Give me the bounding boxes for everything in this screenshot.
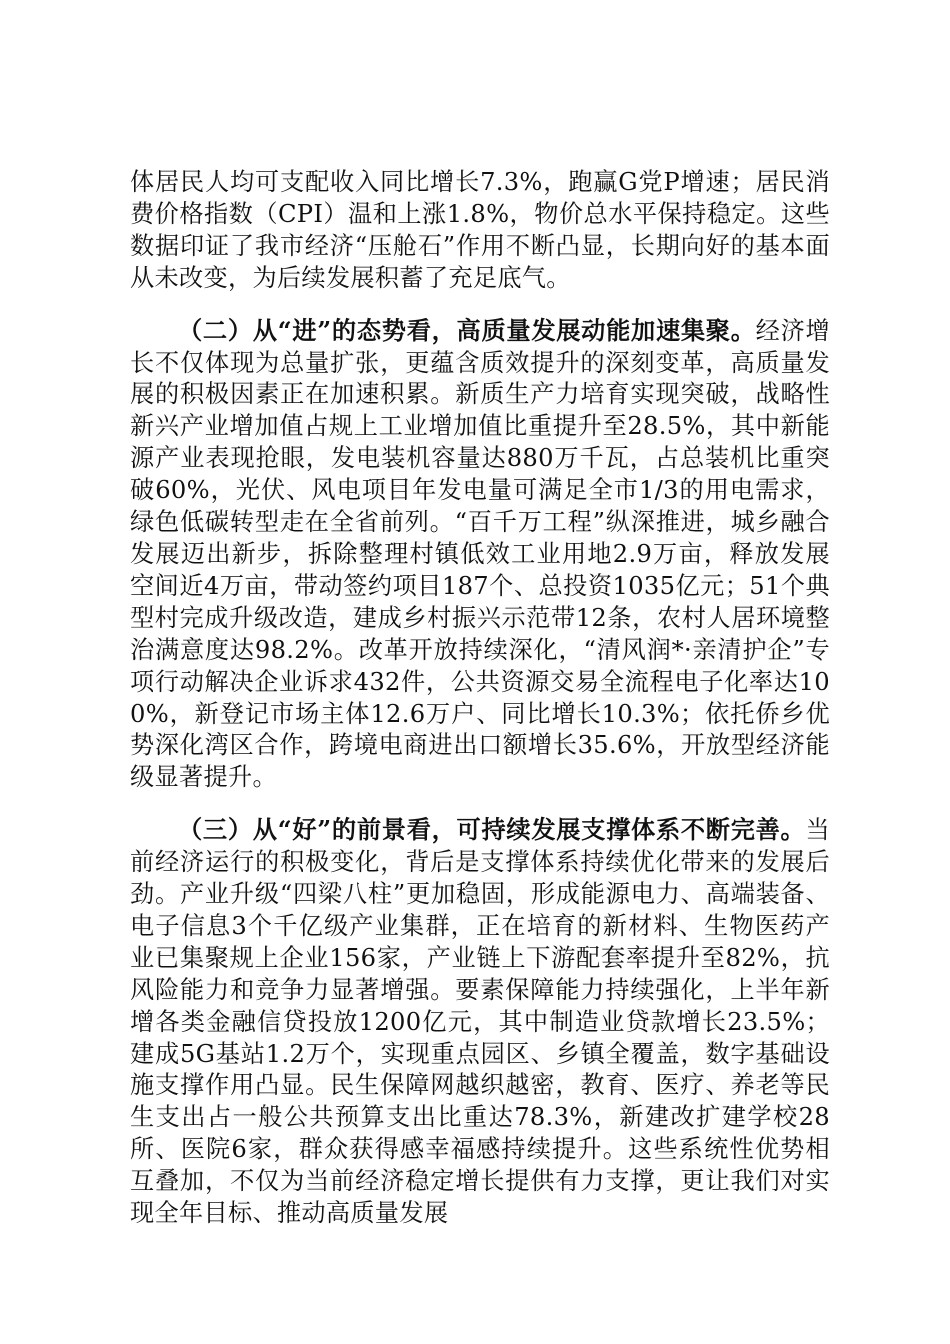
section-heading-momentum: （二）从“进”的态势看，高质量发展动能加速集聚。 — [178, 315, 756, 345]
document-page — [130, 167, 830, 1230]
paragraph-income-prices — [130, 167, 830, 295]
paragraph-body: 经济增长不仅体现为总量扩张，更蕴含质效提升的深刻变革，高质量发展的积极因素正在加速积累。新质生产力培育实现突破，战略性新兴产业增加值占规上工业增加值比重提升至28.5%，其中新能源产业表现抢眼，发电装机容量达880万千瓦，占总装机比重突破60%，光伏、风电项目年发电量可满足全市1/3的用电需求，绿色低碳转型走在全省前列。“百千万工程”纵深推进，城乡融合发展迈出新步，拆除整理村镇低效工业用地2.9万亩，释放发展空间近4万亩，带动签约项目187个、总投资1035亿元；51个典型村完成升级改造，建成乡村振兴示范带12条，农村人居环境整治满意度达98.2%。改革开放持续深化，“清风润*·亲清护企”专项行动解决企业诉求432件，公共资源交易全流程电子化率达100%，新登记市场主体12.6万户、同比增长10.3%；依托侨乡优势深化湾区合作，跨境电商进出口额增长35.6%，开放型经济能级显著提升。 — [130, 316, 830, 792]
paragraph-momentum — [130, 315, 830, 795]
paragraph-body: 体居民人均可支配收入同比增长7.3%，跑赢G党P增速；居民消费价格指数（CPI）温和上涨1.8%，物价总水平保持稳定。这些数据印证了我市经济“压舱石”作用不断凸显，长期向好的基本面从未改变，为后续发展积蓄了充足底气。 — [130, 168, 830, 292]
paragraph-body: 当前经济运行的积极变化，背后是支撑体系持续优化带来的发展后劲。产业升级“四梁八柱”更加稳固，形成能源电力、高端装备、电子信息3个千亿级产业集群，正在培育的新材料、生物医药产业已集聚规上企业156家，产业链上下游配套率提升至82%，抗风险能力和竞争力显著增强。要素保障能力持续强化，上半年新增各类金融信贷投放1200亿元，其中制造业贷款增长23.5%；建成5G基站1.2万个，实现重点园区、乡镇全覆盖，数字基础设施支撑作用凸显。民生保障网越织越密，教育、医疗、养老等民生支出占一般公共预算支出比重达78.3%，新建改扩建学校28所、医院6家，群众获得感幸福感持续提升。这些系统性优势相互叠加，不仅为当前经济稳定增长提供有力支撑，更让我们对实现全年目标、推动高质量发展 — [130, 816, 830, 1228]
section-heading-prospects: （三）从“好”的前景看，可持续发展支撑体系不断完善。 — [178, 815, 806, 845]
paragraph-prospects — [130, 814, 830, 1230]
